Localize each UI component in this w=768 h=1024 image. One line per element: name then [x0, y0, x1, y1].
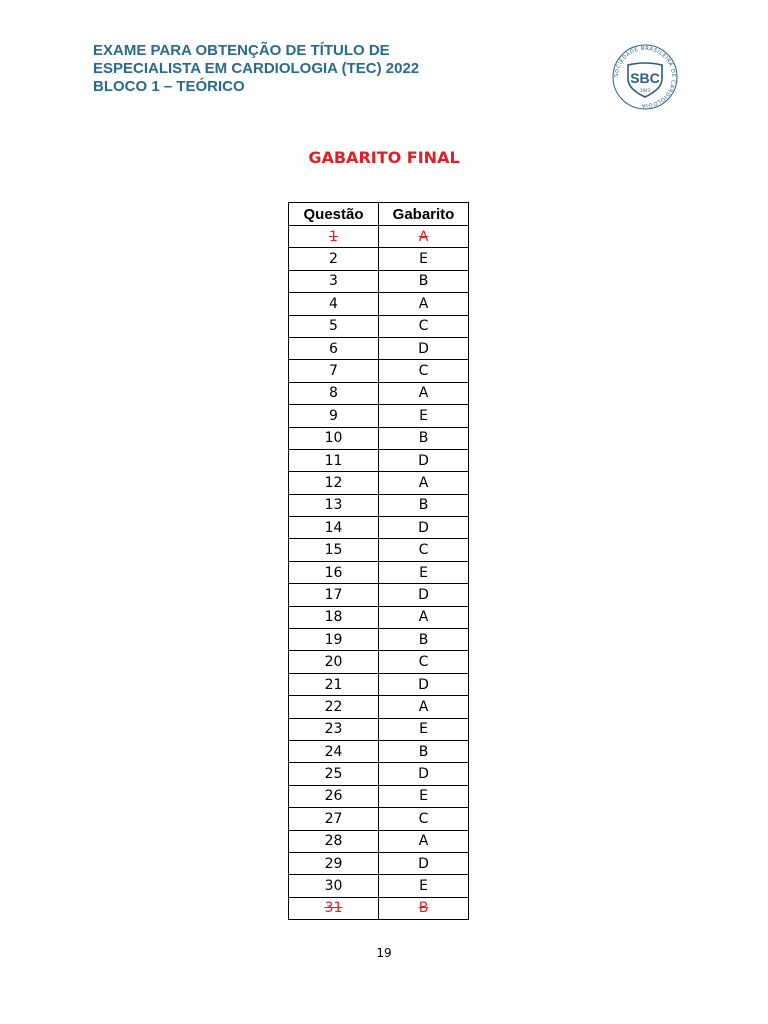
answer-cell: A: [379, 226, 469, 248]
table-row: [289, 449, 469, 471]
table-row: [289, 875, 469, 897]
table-row: [289, 584, 469, 606]
table-row: [289, 539, 469, 561]
question-number-cell: 11: [289, 449, 379, 471]
logo-ring-text: SOCIEDADE BRASILEIRA DE CARDIOLOGIA: [613, 45, 677, 109]
table-row: [289, 405, 469, 427]
answer-cell: B: [379, 897, 469, 919]
table-row: [289, 472, 469, 494]
table-row: [289, 673, 469, 695]
question-number-cell: 5: [289, 315, 379, 337]
table-row: [289, 494, 469, 516]
answer-cell: E: [379, 875, 469, 897]
question-number-cell: 8: [289, 382, 379, 404]
question-number-cell: 19: [289, 629, 379, 651]
logo-text: SBC: [630, 70, 660, 86]
answer-cell: B: [379, 427, 469, 449]
header-line-3: BLOCO 1 – TEÓRICO: [93, 78, 245, 95]
question-number-cell: 16: [289, 561, 379, 583]
table-row: [289, 248, 469, 270]
table-row: [289, 785, 469, 807]
table-row: [289, 696, 469, 718]
table-row: [289, 897, 469, 919]
question-number-cell: 10: [289, 427, 379, 449]
question-number-cell: 7: [289, 360, 379, 382]
answer-cell: B: [379, 740, 469, 762]
question-number-cell: 25: [289, 763, 379, 785]
question-number-cell: 13: [289, 494, 379, 516]
table-row: [289, 651, 469, 673]
table-row: [289, 740, 469, 762]
table-row: [289, 808, 469, 830]
answer-cell: E: [379, 561, 469, 583]
question-number-cell: 30: [289, 875, 379, 897]
table-row: [289, 337, 469, 359]
table-row: [289, 517, 469, 539]
answer-cell: A: [379, 382, 469, 404]
question-number-cell: 23: [289, 718, 379, 740]
answer-cell: E: [379, 785, 469, 807]
column-header-answer: Gabarito: [379, 203, 469, 226]
table-row: [289, 852, 469, 874]
answer-cell: D: [379, 763, 469, 785]
header-line-2: ESPECIALISTA EM CARDIOLOGIA (TEC) 2022: [93, 60, 420, 77]
answer-cell: D: [379, 673, 469, 695]
table-row: [289, 830, 469, 852]
sbc-logo: [611, 43, 679, 111]
table-row: [289, 270, 469, 292]
document-header: [93, 42, 419, 96]
answer-cell: C: [379, 360, 469, 382]
question-number-cell: 1: [289, 226, 379, 248]
table-header-row: [289, 203, 469, 226]
logo-year: 1943: [639, 88, 651, 93]
question-number-cell: 17: [289, 584, 379, 606]
answer-key-table: [288, 202, 469, 920]
question-number-cell: 26: [289, 785, 379, 807]
question-number-cell: 24: [289, 740, 379, 762]
table-row: [289, 763, 469, 785]
table-row: [289, 315, 469, 337]
question-number-cell: 15: [289, 539, 379, 561]
table-row: [289, 226, 469, 248]
answer-cell: B: [379, 270, 469, 292]
question-number-cell: 21: [289, 673, 379, 695]
question-number-cell: 4: [289, 293, 379, 315]
question-number-cell: 18: [289, 606, 379, 628]
table-row: [289, 360, 469, 382]
question-number-cell: 29: [289, 852, 379, 874]
answer-cell: E: [379, 718, 469, 740]
answer-cell: D: [379, 852, 469, 874]
answer-cell: C: [379, 651, 469, 673]
answer-cell: C: [379, 808, 469, 830]
table-row: [289, 293, 469, 315]
table-row: [289, 606, 469, 628]
question-number-cell: 14: [289, 517, 379, 539]
table-row: [289, 382, 469, 404]
table-body: [289, 226, 469, 920]
answer-cell: A: [379, 293, 469, 315]
question-number-cell: 27: [289, 808, 379, 830]
table-row: [289, 561, 469, 583]
question-number-cell: 28: [289, 830, 379, 852]
column-header-question: Questão: [289, 203, 379, 226]
table-row: [289, 427, 469, 449]
table-row: [289, 718, 469, 740]
question-number-cell: 22: [289, 696, 379, 718]
answer-cell: A: [379, 472, 469, 494]
answer-cell: D: [379, 584, 469, 606]
answer-cell: A: [379, 606, 469, 628]
table-row: [289, 629, 469, 651]
answer-cell: D: [379, 337, 469, 359]
page-number: 19: [376, 946, 392, 960]
answer-cell: C: [379, 539, 469, 561]
question-number-cell: 12: [289, 472, 379, 494]
question-number-cell: 6: [289, 337, 379, 359]
answer-cell: D: [379, 449, 469, 471]
question-number-cell: 31: [289, 897, 379, 919]
answer-cell: E: [379, 405, 469, 427]
answer-cell: D: [379, 517, 469, 539]
page-title: GABARITO FINAL: [308, 148, 460, 167]
answer-cell: A: [379, 830, 469, 852]
question-number-cell: 3: [289, 270, 379, 292]
answer-cell: E: [379, 248, 469, 270]
answer-cell: B: [379, 629, 469, 651]
answer-cell: C: [379, 315, 469, 337]
question-number-cell: 9: [289, 405, 379, 427]
answer-cell: A: [379, 696, 469, 718]
question-number-cell: 2: [289, 248, 379, 270]
question-number-cell: 20: [289, 651, 379, 673]
answer-cell: B: [379, 494, 469, 516]
header-line-1: EXAME PARA OBTENÇÃO DE TÍTULO DE: [93, 42, 390, 59]
